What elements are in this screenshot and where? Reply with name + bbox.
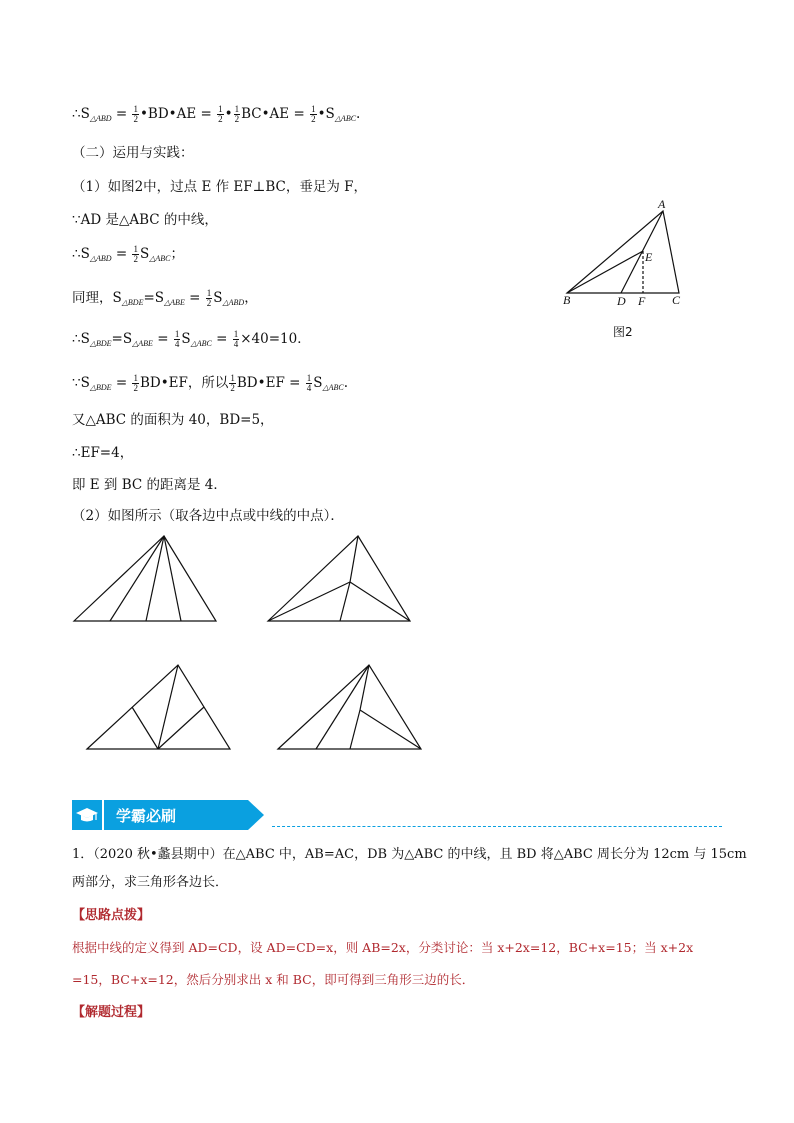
solution-line-8: $\because S_{\triangle BDE}$ = $\frac{1}{2}$ BD•EF，所以 $\frac{1}{2}$ BD•EF = $\frac{1}{4}$ $S_{\triangle ABC}$. xyxy=(72,373,349,393)
label-e: E xyxy=(645,250,653,264)
banner-divider xyxy=(272,826,722,827)
figure-caption: 图2 xyxy=(613,325,633,339)
solution-line-7: $\therefore S_{\triangle BDE}=S_{\triangle ABE}$ = $\frac{1}{4}$ $S_{\triangle ABC}$ = $\frac{1}{4}$ ×40=10． xyxy=(72,329,311,349)
triangle-abc xyxy=(567,211,679,293)
division-figure-1 xyxy=(74,536,216,621)
label-b: B xyxy=(563,293,571,307)
division-figure-4 xyxy=(278,665,421,749)
solution-line-12: （2）如图所示（取各边中点或中线的中点）． xyxy=(72,508,344,524)
hint-line-2: =15，BC+x=12，然后分别求出 x 和 BC，即可得到三角形三边的长． xyxy=(72,972,475,987)
problem-statement-line-1: 1．（2020 秋•蠡县期中）在△ABC 中，AB=AC，DB 为△ABC 的中线，且 BD 将△ABC 周长分为 12cm 与 15cm xyxy=(72,847,747,862)
solution-line-1: $\therefore S_{\triangle ABD}$ = $\frac{1}{2}$ •BD•AE = $\frac{1}{2}$ • $\frac{1}{2}$ BC•AE = $\frac{1}{2}$ $•S_{\triangle ABC}$. xyxy=(72,104,361,124)
label-a: A xyxy=(658,197,666,211)
hint-line-1: 根据中线的定义得到 AD=CD，设 AD=CD=x，则 AB=2x，分类讨论：当 x+2x=12，BC+x=15；当 x+2x xyxy=(72,940,694,955)
solution-line-9: 又△ABC 的面积为 40，BD=5， xyxy=(72,412,274,428)
graduation-cap-icon xyxy=(72,800,102,830)
solution-process-heading: 【解题过程】 xyxy=(72,1005,151,1020)
problem-statement-line-2: 两部分，求三角形各边长． xyxy=(72,875,229,890)
label-c: C xyxy=(672,293,681,307)
banner-title: 学霸必刷 xyxy=(116,807,177,825)
division-figure-3 xyxy=(87,665,230,749)
solution-line-5: $\therefore S_{\triangle ABD}$ = $\frac{1}{2}$ $S_{\triangle ABC}$； xyxy=(72,244,184,264)
fraction: $\frac{1}{2}$ xyxy=(133,104,138,124)
solution-line-6: 同理，$S_{\triangle BDE}=S_{\triangle ABE}$ = $\frac{1}{2}$ $S_{\triangle ABD}$， xyxy=(72,288,258,308)
solution-line-10: ∴EF=4， xyxy=(72,445,134,461)
label-d: D xyxy=(617,294,626,308)
hint-heading: 【思路点拨】 xyxy=(72,908,151,923)
section-banner xyxy=(72,800,722,830)
division-figures xyxy=(60,530,440,760)
solution-line-3: （1）如图2中，过点 E 作 EF⊥BC，垂足为 F， xyxy=(72,179,367,195)
division-figure-2 xyxy=(268,536,410,621)
section-heading-practice: （二）运用与实践： xyxy=(72,145,194,161)
solution-line-4: ∵AD 是△ABC 的中线， xyxy=(72,212,218,228)
median-ad xyxy=(621,211,663,293)
solution-line-11: 即 E 到 BC 的距离是 4． xyxy=(72,477,227,493)
label-f: F xyxy=(638,294,646,308)
figure-2-diagram xyxy=(555,195,705,345)
